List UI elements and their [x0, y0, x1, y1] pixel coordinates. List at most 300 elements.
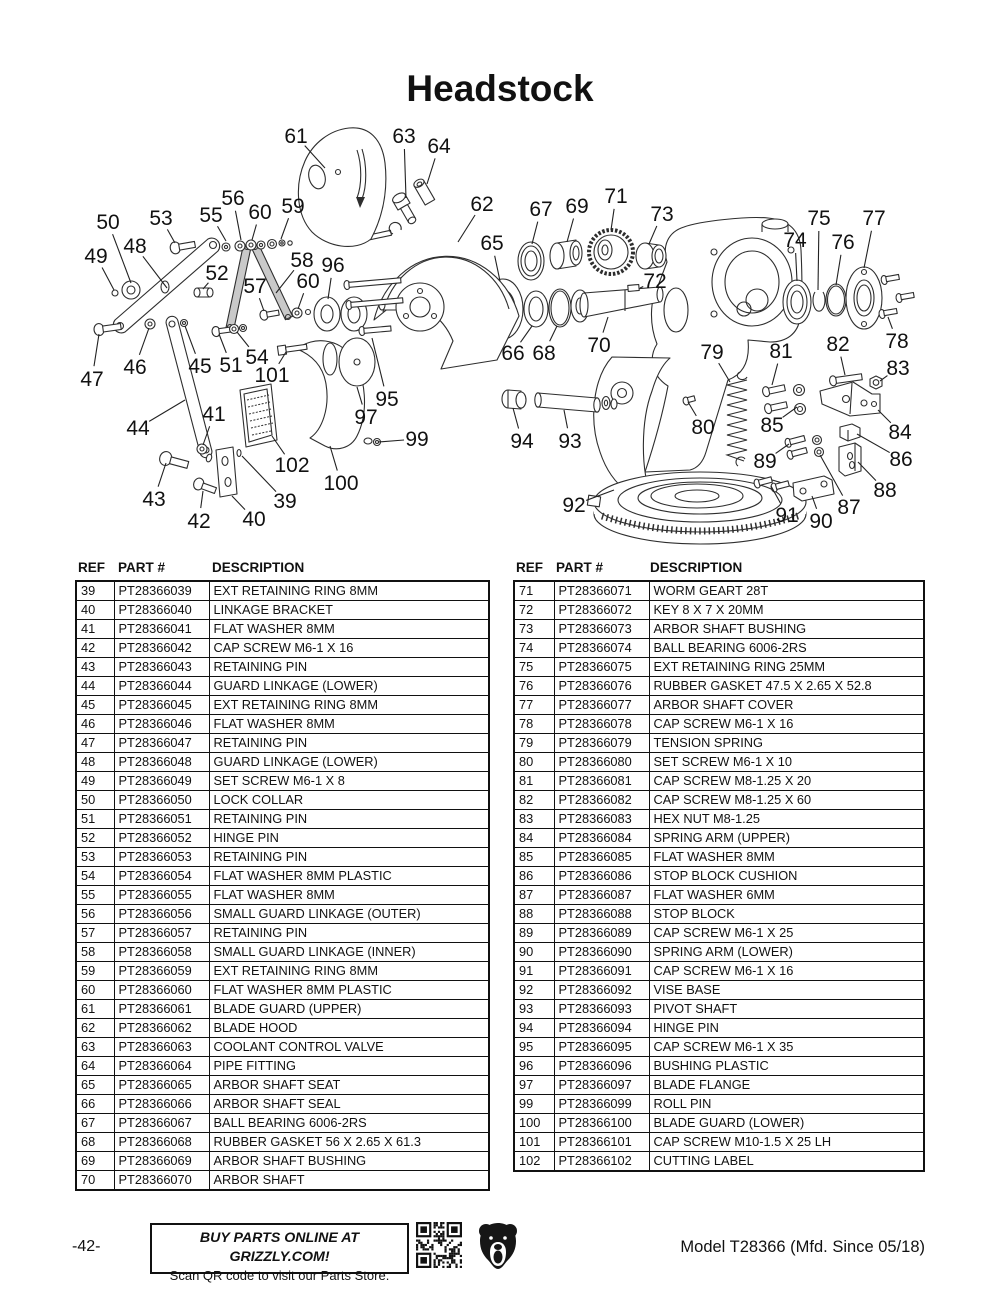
col-header-part: PART #	[556, 560, 604, 575]
table-cell: 45	[76, 696, 114, 715]
table-cell: PT28366062	[114, 1019, 209, 1038]
table-row	[514, 696, 924, 715]
table-cell: EXT RETAINING RING 8MM	[209, 581, 489, 601]
callout-leader-86	[857, 434, 890, 453]
callout-number-86: 86	[889, 448, 913, 471]
table-cell: 76	[514, 677, 554, 696]
tension-spring	[727, 372, 747, 466]
table-cell: PT28366047	[114, 734, 209, 753]
callout-number-101: 101	[254, 364, 290, 387]
callout-leader-94	[513, 408, 519, 428]
table-cell: 46	[76, 715, 114, 734]
callout-number-66: 66	[501, 342, 525, 365]
table-row	[514, 886, 924, 905]
parts-diagram	[0, 0, 1000, 552]
table-row	[76, 1076, 489, 1095]
table-row	[76, 962, 489, 981]
table-cell: FLAT WASHER 6MM	[649, 886, 924, 905]
table-cell: FLAT WASHER 8MM	[209, 620, 489, 639]
table-cell: RUBBER GASKET 47.5 X 2.65 X 52.8	[649, 677, 924, 696]
table-row	[514, 581, 924, 601]
parts-table-right	[513, 560, 925, 1172]
buy-parts-headline: BUY PARTS ONLINE AT GRIZZLY.COM!	[199, 1230, 360, 1265]
table-cell: RETAINING PIN	[209, 848, 489, 867]
table-row	[76, 1000, 489, 1019]
table-row	[514, 1076, 924, 1095]
table-cell: PT28366090	[554, 943, 649, 962]
table-cell: PT28366067	[114, 1114, 209, 1133]
table-cell: 42	[76, 639, 114, 658]
table-cell: PT28366066	[114, 1095, 209, 1114]
table-cell: PT28366079	[554, 734, 649, 753]
table-cell: 64	[76, 1057, 114, 1076]
callout-leader-68	[550, 326, 557, 341]
callout-leader-43	[158, 463, 166, 487]
blade-guard-upper	[298, 128, 385, 247]
callout-number-52: 52	[205, 262, 229, 285]
table-row	[514, 734, 924, 753]
table-cell: PT28366040	[114, 601, 209, 620]
table-cell: 97	[514, 1076, 554, 1095]
table-cell: 72	[514, 601, 554, 620]
table-cell: PT28366084	[554, 829, 649, 848]
table-cell: 90	[514, 943, 554, 962]
table-cell: PT28366073	[554, 620, 649, 639]
table-cell: 84	[514, 829, 554, 848]
callout-number-89: 89	[753, 450, 777, 473]
table-cell: FLAT WASHER 8MM	[649, 848, 924, 867]
callout-number-48: 48	[123, 235, 147, 258]
callout-leader-67	[532, 222, 538, 244]
table-cell: CAP SCREW M10-1.5 X 25 LH	[649, 1133, 924, 1152]
table-cell: CUTTING LABEL	[649, 1152, 924, 1172]
table-cell: PT28366074	[554, 639, 649, 658]
table-cell: EXT RETAINING RING 25MM	[649, 658, 924, 677]
callout-number-74: 74	[783, 229, 807, 252]
table-cell: 44	[76, 677, 114, 696]
table-cell: PT28366080	[554, 753, 649, 772]
table-cell: 92	[514, 981, 554, 1000]
table-cell: PT28366048	[114, 753, 209, 772]
table-cell: COOLANT CONTROL VALVE	[209, 1038, 489, 1057]
callout-number-60: 60	[248, 201, 272, 224]
table-cell: PT28366096	[554, 1057, 649, 1076]
table-cell: PT28366093	[554, 1000, 649, 1019]
callout-leader-60	[252, 224, 256, 240]
table-row	[514, 848, 924, 867]
table-cell: PT28366070	[114, 1171, 209, 1191]
table-cell: CAP SCREW M8-1.25 X 20	[649, 772, 924, 791]
table-cell: 77	[514, 696, 554, 715]
coolant-valve	[391, 191, 420, 227]
callout-number-95: 95	[375, 388, 399, 411]
table-cell: 40	[76, 601, 114, 620]
table-cell: PT28366056	[114, 905, 209, 924]
table-cell: PT28366100	[554, 1114, 649, 1133]
table-row	[76, 601, 489, 620]
table-cell: EXT RETAINING RING 8MM	[209, 962, 489, 981]
callout-leader-76	[836, 255, 841, 285]
callout-number-76: 76	[831, 231, 855, 254]
callout-leader-82	[841, 357, 845, 375]
col-header-ref: REF	[516, 560, 543, 575]
table-cell: PT28366051	[114, 810, 209, 829]
table-row	[76, 886, 489, 905]
qr-code-icon	[416, 1222, 462, 1268]
col-header-ref: REF	[78, 560, 105, 575]
table-cell: 95	[514, 1038, 554, 1057]
table-cell: 55	[76, 886, 114, 905]
callout-number-69: 69	[565, 195, 589, 218]
table-cell: PT28366041	[114, 620, 209, 639]
pipe-fitting	[412, 177, 434, 205]
callout-number-56: 56	[221, 187, 245, 210]
table-cell: LOCK COLLAR	[209, 791, 489, 810]
table-cell: PT28366043	[114, 658, 209, 677]
table-cell: PT28366049	[114, 772, 209, 791]
table-row	[76, 620, 489, 639]
callout-leader-59	[281, 218, 289, 239]
table-row	[76, 810, 489, 829]
table-cell: ROLL PIN	[649, 1095, 924, 1114]
table-row	[514, 772, 924, 791]
table-cell: PT28366099	[554, 1095, 649, 1114]
table-cell: BUSHING PLASTIC	[649, 1057, 924, 1076]
table-cell: PT28366053	[114, 848, 209, 867]
table-row	[514, 905, 924, 924]
table-row	[76, 1152, 489, 1171]
table-cell: SET SCREW M6-1 X 10	[649, 753, 924, 772]
callout-leader-47	[94, 334, 99, 366]
table-cell: PT28366102	[554, 1152, 649, 1172]
table-cell: 102	[514, 1152, 554, 1172]
table-cell: 88	[514, 905, 554, 924]
model-info: Model T28366 (Mfd. Since 05/18)	[680, 1238, 925, 1256]
table-cell: 48	[76, 753, 114, 772]
table-cell: FLAT WASHER 8MM	[209, 715, 489, 734]
table-cell: EXT RETAINING RING 8MM	[209, 696, 489, 715]
footer-page-number: -42-	[72, 1238, 101, 1255]
callout-leader-66	[520, 326, 532, 342]
callout-leader-60	[298, 293, 304, 309]
table-cell: PT28366101	[554, 1133, 649, 1152]
callout-number-50: 50	[96, 211, 120, 234]
grizzly-bear-icon	[476, 1221, 520, 1271]
table-row	[76, 981, 489, 1000]
table-row	[76, 658, 489, 677]
callout-number-72: 72	[643, 270, 667, 293]
table-cell: PT28366089	[554, 924, 649, 943]
table-cell: BALL BEARING 6006-2RS	[209, 1114, 489, 1133]
table-row	[514, 639, 924, 658]
table-row	[76, 791, 489, 810]
table-cell: 54	[76, 867, 114, 886]
table-cell: ARBOR SHAFT BUSHING	[209, 1152, 489, 1171]
table-cell: ARBOR SHAFT SEAL	[209, 1095, 489, 1114]
table-row	[514, 658, 924, 677]
table-cell: 87	[514, 886, 554, 905]
table-cell: FLAT WASHER 8MM PLASTIC	[209, 981, 489, 1000]
table-cell: 51	[76, 810, 114, 829]
table-row	[76, 924, 489, 943]
callout-number-94: 94	[510, 430, 534, 453]
callout-leader-62	[458, 215, 475, 242]
table-cell: 53	[76, 848, 114, 867]
table-cell: BALL BEARING 6006-2RS	[649, 639, 924, 658]
callout-leader-73	[649, 226, 657, 244]
callout-number-42: 42	[187, 510, 211, 533]
table-cell: 73	[514, 620, 554, 639]
table-row	[76, 715, 489, 734]
table-cell: LINKAGE BRACKET	[209, 601, 489, 620]
table-row	[514, 981, 924, 1000]
callout-leader-51	[219, 334, 226, 353]
callout-leader-55	[217, 226, 226, 241]
callout-leader-77	[864, 231, 871, 268]
table-row	[76, 943, 489, 962]
table-row	[514, 867, 924, 886]
callout-number-88: 88	[873, 479, 897, 502]
callout-leader-49	[102, 267, 114, 290]
callout-leader-42	[201, 491, 203, 508]
table-cell: 43	[76, 658, 114, 677]
table-cell: PT28366055	[114, 886, 209, 905]
table-row	[76, 1057, 489, 1076]
table-cell: PT28366071	[554, 581, 649, 601]
table-cell: STOP BLOCK CUSHION	[649, 867, 924, 886]
table-cell: SET SCREW M6-1 X 8	[209, 772, 489, 791]
table-cell: PT28366072	[554, 601, 649, 620]
table-cell: 69	[76, 1152, 114, 1171]
table-cell: PT28366042	[114, 639, 209, 658]
table-row	[514, 943, 924, 962]
table-row	[76, 696, 489, 715]
table-cell: PT28366087	[554, 886, 649, 905]
table-cell: 81	[514, 772, 554, 791]
callout-number-87: 87	[837, 496, 861, 519]
table-cell: RETAINING PIN	[209, 734, 489, 753]
table-cell: 93	[514, 1000, 554, 1019]
callout-number-79: 79	[700, 341, 724, 364]
table-row	[76, 1171, 489, 1191]
table-cell: 74	[514, 639, 554, 658]
callout-number-75: 75	[807, 207, 831, 230]
table-cell: FLAT WASHER 8MM PLASTIC	[209, 867, 489, 886]
table-row	[514, 1133, 924, 1152]
table-cell: PT28366064	[114, 1057, 209, 1076]
table-cell: 61	[76, 1000, 114, 1019]
callout-number-80: 80	[691, 416, 715, 439]
table-cell: ARBOR SHAFT SEAT	[209, 1076, 489, 1095]
table-cell: PT28366086	[554, 867, 649, 886]
table-row	[514, 1057, 924, 1076]
table-cell: 52	[76, 829, 114, 848]
table-row	[76, 1114, 489, 1133]
table-cell: VISE BASE	[649, 981, 924, 1000]
table-cell: 85	[514, 848, 554, 867]
table-cell: ARBOR SHAFT COVER	[649, 696, 924, 715]
table-cell: HINGE PIN	[209, 829, 489, 848]
table-cell: PT28366075	[554, 658, 649, 677]
callout-number-90: 90	[809, 510, 833, 533]
table-cell: ARBOR SHAFT BUSHING	[649, 620, 924, 639]
table-cell: PT28366039	[114, 581, 209, 601]
callout-leader-46	[139, 328, 149, 355]
table-cell: 57	[76, 924, 114, 943]
callout-number-59: 59	[281, 195, 305, 218]
table-cell: PT28366092	[554, 981, 649, 1000]
table-cell: PT28366091	[554, 962, 649, 981]
table-cell: PT28366063	[114, 1038, 209, 1057]
table-cell: 41	[76, 620, 114, 639]
table-cell: PIVOT SHAFT	[649, 1000, 924, 1019]
callout-number-49: 49	[84, 245, 108, 268]
table-cell: PT28366058	[114, 943, 209, 962]
table-cell: PT28366078	[554, 715, 649, 734]
table-cell: SMALL GUARD LINKAGE (INNER)	[209, 943, 489, 962]
table-cell: 82	[514, 791, 554, 810]
callout-number-84: 84	[888, 421, 912, 444]
callout-number-39: 39	[273, 490, 297, 513]
table-cell: 86	[514, 867, 554, 886]
table-cell: CAP SCREW M6-1 X 16	[209, 639, 489, 658]
table-row	[514, 1095, 924, 1114]
table-cell: PT28366077	[554, 696, 649, 715]
table-cell: PT28366044	[114, 677, 209, 696]
table-row	[514, 810, 924, 829]
callout-leader-78	[888, 317, 892, 329]
callout-number-73: 73	[650, 203, 674, 226]
table-cell: 47	[76, 734, 114, 753]
table-row	[514, 1038, 924, 1057]
table-cell: 89	[514, 924, 554, 943]
buy-parts-subline: Scan QR code to visit our Parts Store.	[169, 1268, 390, 1283]
table-cell: PT28366054	[114, 867, 209, 886]
table-row	[76, 772, 489, 791]
table-cell: PT28366068	[114, 1133, 209, 1152]
callout-number-70: 70	[587, 334, 611, 357]
table-cell: BLADE GUARD (LOWER)	[649, 1114, 924, 1133]
table-cell: 79	[514, 734, 554, 753]
callout-leader-64	[427, 158, 435, 184]
table-row	[514, 829, 924, 848]
callout-number-64: 64	[427, 135, 451, 158]
callout-number-71: 71	[604, 185, 628, 208]
table-cell: 62	[76, 1019, 114, 1038]
arbor-cover-assembly	[783, 267, 915, 329]
table-cell: 67	[76, 1114, 114, 1133]
table-cell: 60	[76, 981, 114, 1000]
callout-leader-57	[259, 298, 264, 311]
table-cell: PT28366085	[554, 848, 649, 867]
callout-leader-53	[167, 229, 175, 243]
callout-number-47: 47	[80, 368, 104, 391]
callout-number-83: 83	[886, 357, 910, 380]
table-row	[514, 962, 924, 981]
table-cell: 39	[76, 581, 114, 601]
table-cell: BLADE HOOD	[209, 1019, 489, 1038]
callout-number-96: 96	[321, 254, 345, 277]
callout-leader-48	[143, 256, 167, 288]
col-header-desc: DESCRIPTION	[650, 560, 743, 575]
table-cell: RUBBER GASKET 56 X 2.65 X 61.3	[209, 1133, 489, 1152]
table-cell: 75	[514, 658, 554, 677]
callout-number-45: 45	[188, 355, 212, 378]
table-row	[76, 905, 489, 924]
table-cell: CAP SCREW M6-1 X 35	[649, 1038, 924, 1057]
table-cell: 49	[76, 772, 114, 791]
table-cell: PT28366045	[114, 696, 209, 715]
callout-number-99: 99	[405, 428, 429, 451]
table-row	[76, 1133, 489, 1152]
table-cell: KEY 8 X 7 X 20MM	[649, 601, 924, 620]
callout-leader-102	[272, 436, 285, 454]
table-cell: PT28366088	[554, 905, 649, 924]
callout-leader-69	[567, 219, 574, 242]
table-row	[76, 1019, 489, 1038]
callout-number-58: 58	[290, 249, 314, 272]
table-cell: 94	[514, 1019, 554, 1038]
table-cell: PT28366057	[114, 924, 209, 943]
table-cell: 68	[76, 1133, 114, 1152]
table-cell: CAP SCREW M6-1 X 16	[649, 715, 924, 734]
callout-number-85: 85	[760, 414, 784, 437]
table-row	[514, 677, 924, 696]
table-cell: 99	[514, 1095, 554, 1114]
table-row	[514, 1019, 924, 1038]
table-row	[76, 1095, 489, 1114]
table-cell: PT28366094	[554, 1019, 649, 1038]
callout-leader-63	[404, 149, 406, 198]
table-row	[514, 1000, 924, 1019]
table-cell: FLAT WASHER 8MM	[209, 886, 489, 905]
table-row	[76, 867, 489, 886]
table-cell: PT28366076	[554, 677, 649, 696]
callout-number-60: 60	[296, 270, 320, 293]
table-cell: BLADE GUARD (UPPER)	[209, 1000, 489, 1019]
callout-leader-93	[564, 410, 568, 428]
callout-leader-81	[772, 364, 778, 385]
table-cell: 56	[76, 905, 114, 924]
callout-number-65: 65	[480, 232, 504, 255]
table-cell: PT28366083	[554, 810, 649, 829]
table-cell: 101	[514, 1133, 554, 1152]
callout-number-67: 67	[529, 198, 553, 221]
callout-leader-54	[237, 332, 249, 347]
table-cell: PT28366069	[114, 1152, 209, 1171]
table-row	[514, 1114, 924, 1133]
table-cell: PT28366060	[114, 981, 209, 1000]
table-cell: PT28366050	[114, 791, 209, 810]
callout-number-82: 82	[826, 333, 850, 356]
callout-number-51: 51	[219, 354, 243, 377]
callout-number-81: 81	[769, 340, 793, 363]
table-cell: PT28366082	[554, 791, 649, 810]
callout-leader-70	[603, 317, 608, 333]
table-cell: WORM GEART 28T	[649, 581, 924, 601]
callout-number-55: 55	[199, 204, 223, 227]
callout-number-92: 92	[562, 494, 586, 517]
callout-leader-56	[235, 211, 241, 240]
table-cell: BLADE FLANGE	[649, 1076, 924, 1095]
table-cell: RETAINING PIN	[209, 658, 489, 677]
table-row	[76, 677, 489, 696]
table-row	[514, 753, 924, 772]
callout-number-41: 41	[202, 403, 226, 426]
table-cell: PT28366061	[114, 1000, 209, 1019]
callout-number-53: 53	[149, 207, 173, 230]
table-cell: 66	[76, 1095, 114, 1114]
